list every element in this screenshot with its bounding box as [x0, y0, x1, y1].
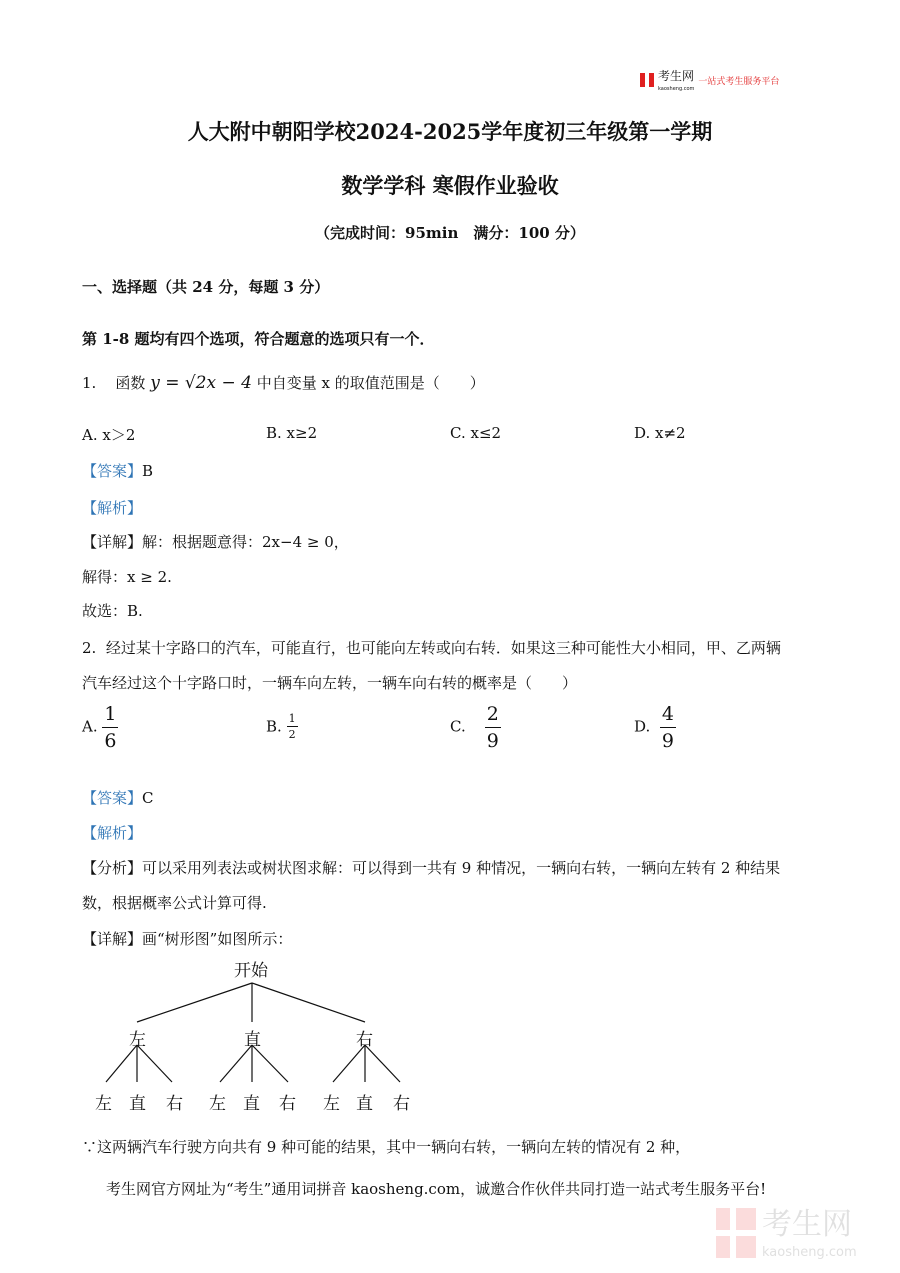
logo-brand: 考生网 [658, 69, 695, 83]
tree-leaf: 右 [166, 1094, 183, 1114]
q1-choose: 故选：B. [82, 602, 143, 620]
question-2-line1: 2. 经过某十字路口的汽车，可能直行，也可能向左转或向右转．如果这三种可能性大小相同，甲、乙两辆 [82, 639, 781, 657]
q1-answer: 【答案】B [82, 462, 154, 480]
tree-leaf: 左 [323, 1094, 340, 1114]
tree-root: 开始 [234, 961, 268, 981]
q2-conclusion: ∵这两辆汽车行驶方向共有 9 种可能的结果，其中一辆向右转，一辆向左转的情况有 2 种， [82, 1138, 691, 1156]
tree-leaf: 右 [393, 1094, 410, 1114]
watermark-domain: kaosheng.com [762, 1244, 857, 1260]
q2-option-b: B. $\frac{1}{2}$ [266, 712, 296, 742]
section-heading: 一、选择题（共 24 分，每题 3 分） [82, 278, 330, 296]
watermark-brand: 考生网 [762, 1207, 852, 1242]
tree-leaf: 左 [209, 1094, 226, 1114]
q1-analysis-label: 【解析】 [82, 499, 143, 517]
q1-option-d: D. x≠2 [634, 424, 686, 442]
tree-leaf: 右 [279, 1094, 296, 1114]
q1-solve: 解得：x ≥ 2. [82, 568, 172, 586]
q2-option-a: A. $\frac{1}{6}$ [82, 703, 117, 752]
doc-title: 人大附中朝阳学校2024-2025学年度初三年级第一学期 [187, 119, 713, 144]
exam-info: （完成时间：95min 满分：100 分） [315, 224, 585, 242]
q2-option-c: C. $\frac{2}{9}$ [450, 703, 499, 752]
section-note: 第 1-8 题均有四个选项，符合题意的选项只有一个． [82, 330, 435, 348]
tree-node: 左 [129, 1030, 146, 1050]
tree-node: 右 [356, 1030, 373, 1050]
tree-leaf: 直 [243, 1094, 260, 1114]
tree-leaf: 直 [129, 1094, 146, 1114]
q2-detail: 【详解】画“树形图”如图所示： [82, 930, 293, 948]
q2-option-d: D. $\frac{4}{9}$ [634, 703, 674, 752]
tree-leaf: 左 [95, 1094, 112, 1114]
doc-subtitle: 数学学科 寒假作业验收 [341, 173, 559, 198]
q2-analysis-1: 【分析】可以采用列表法或树状图求解：可以得到一共有 9 种情况，一辆向右转，一辆向左转有 2 种结果 [82, 859, 781, 877]
logo-slogan: 一站式考生服务平台 [698, 76, 780, 87]
question-2-line2: 汽车经过这个十字路口时，一辆车向左转，一辆车向右转的概率是（ ） [82, 674, 578, 692]
tree-node: 直 [244, 1030, 261, 1050]
watermark [716, 1206, 857, 1261]
q1-option-c: C. x≤2 [450, 424, 502, 442]
q1-detail: 【详解】解：根据题意得：2x−4 ≥ 0， [82, 533, 349, 551]
tree-leaf: 直 [356, 1094, 373, 1114]
formula: y = √2x − 4 [150, 373, 252, 393]
watermark-mark-icon [716, 1208, 756, 1258]
footer-text: 考生网官方网址为“考生”通用词拼音 kaosheng.com，诚邀合作伙伴共同打造一站式考生服务平台! [106, 1180, 767, 1198]
q1-option-a: A. x＞2 [82, 426, 136, 444]
q2-analysis-2: 数，根据概率公式计算可得. [82, 894, 267, 912]
q1-option-b: B. x≥2 [266, 424, 318, 442]
logo-domain: kaosheng.com [658, 85, 695, 92]
q2-answer: 【答案】C [82, 789, 154, 807]
q2-analysis-label: 【解析】 [82, 824, 143, 842]
question-1: 1. 函数 y = √2x − 4 中自变量 x 的取值范围是（ ） [82, 373, 485, 393]
